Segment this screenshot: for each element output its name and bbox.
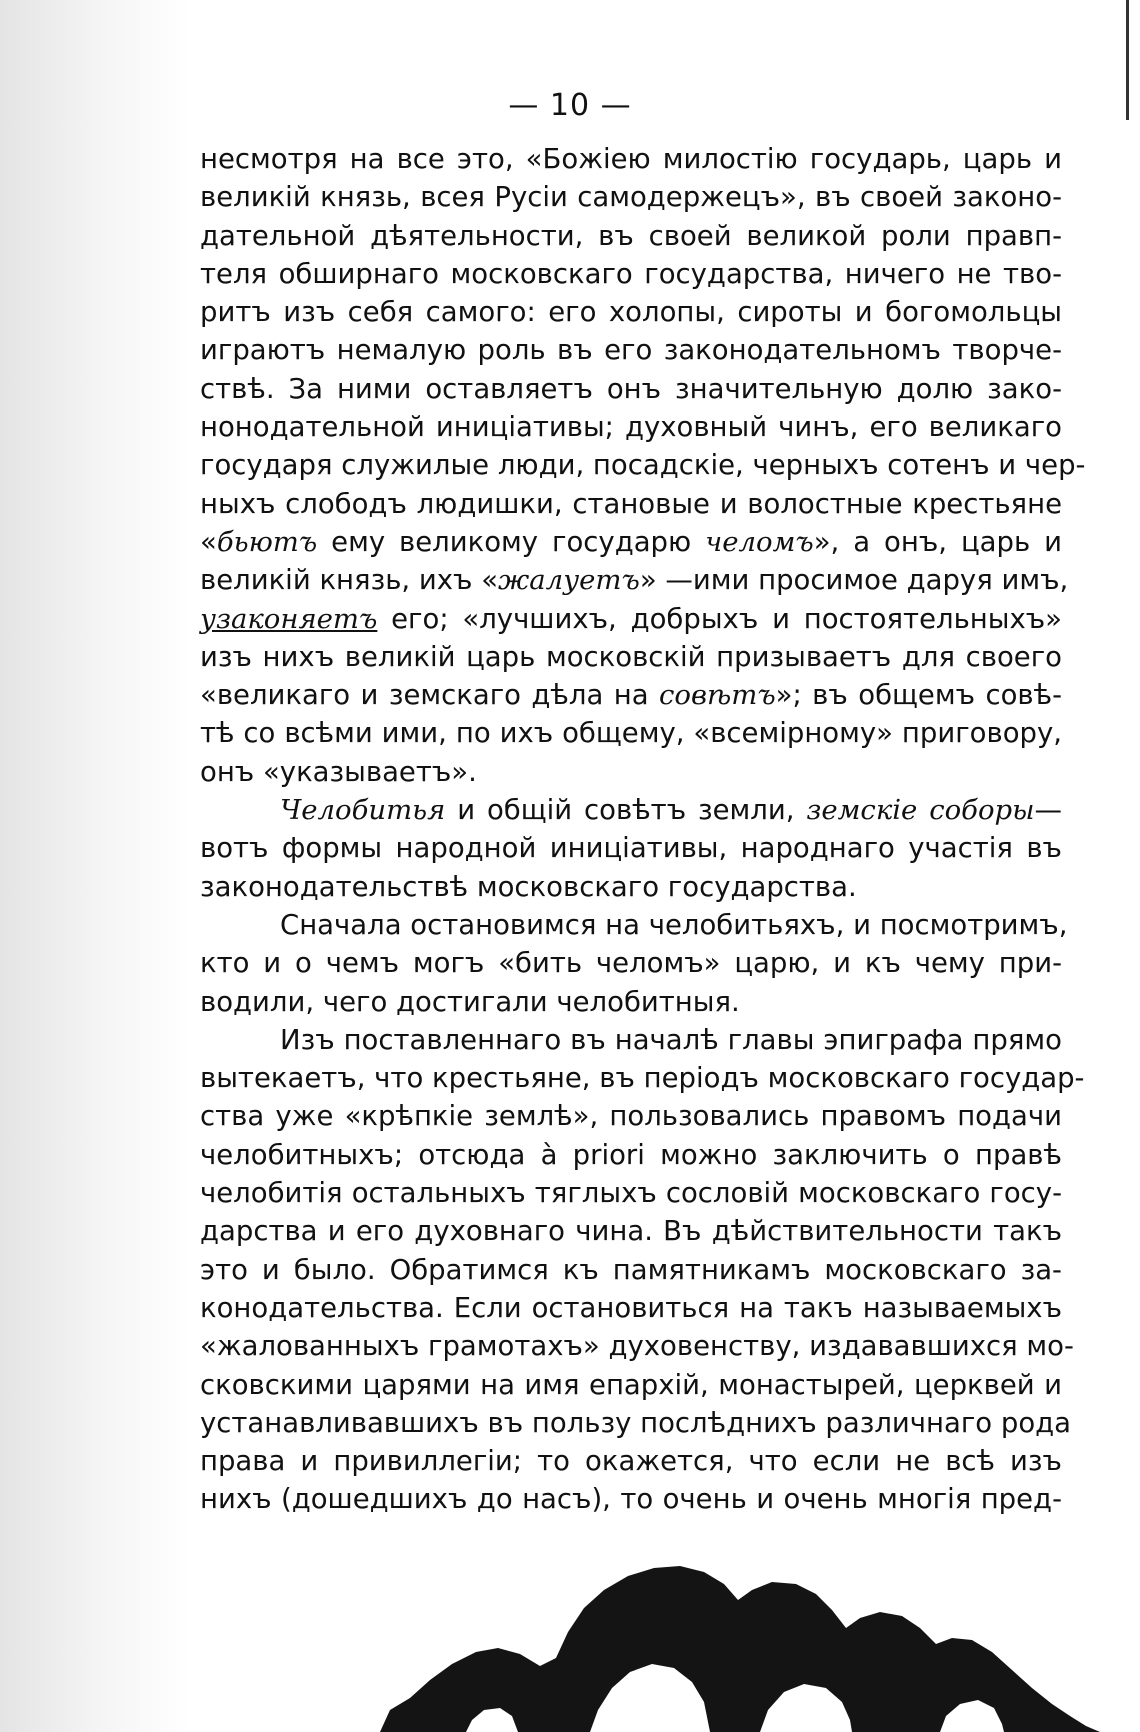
text-line: тѣ со всѣми ими, по ихъ общему, «всемірному» приговору, xyxy=(200,717,1062,750)
italic-term: Челобитья xyxy=(280,794,446,827)
text-line: вотъ формы народной иниціативы, народнаго участія въ xyxy=(200,832,1062,865)
italic-term: бьютъ xyxy=(216,525,318,558)
text-line: великій князь, всея Русіи самодержецъ», въ своей законо- xyxy=(200,181,1062,214)
text-line: кто и о чемъ могъ «бить челомъ» царю, и къ чему при- xyxy=(200,947,1062,980)
text-line: изъ нихъ великій царь московскій призываетъ для своего xyxy=(200,640,1062,673)
text-fragment: ему великому государю xyxy=(317,525,706,558)
page-number: — 10 — xyxy=(508,88,632,123)
text-fragment: великій князь, ихъ « xyxy=(200,564,499,597)
italic-underlined-term: узаконяетъ xyxy=(200,602,378,635)
text-line: теля обширнаго московскаго государства, ничего не тво- xyxy=(200,257,1062,290)
text-fragment: — xyxy=(1034,794,1062,827)
text-line: вытекаетъ, что крестьяне, въ періодъ московскаго государ- xyxy=(200,1062,1085,1095)
text-line xyxy=(200,676,1062,714)
text-line: сковскими царями на имя епархій, монастырей, церквей и xyxy=(200,1368,1062,1401)
text-line: дарства и его духовнаго чина. Въ дѣйствительности такъ xyxy=(200,1215,1062,1248)
paragraph-4 xyxy=(200,1021,1085,1519)
text-line: челобитныхъ; отсюда à priori можно заключить о правѣ xyxy=(200,1138,1062,1171)
text-line: Сначала остановимся на челобитьяхъ, и посмотримъ, xyxy=(280,908,1068,941)
text-fragment: » —ими просимое даруя имъ, xyxy=(639,564,1069,597)
text-line: водили, чего достигали челобитныя. xyxy=(200,985,740,1018)
italic-term: челомъ xyxy=(705,525,814,558)
text-line: челобитія остальныхъ тяглыхъ сословій московскаго госу- xyxy=(200,1177,1062,1210)
text-fragment: его; «лучшихъ, добрыхъ и постоятельныхъ» xyxy=(377,602,1062,635)
text-line: конодательства. Если остановиться на такъ называемыхъ xyxy=(200,1291,1062,1324)
text-line xyxy=(200,791,1062,829)
paragraph-1 xyxy=(200,140,1086,791)
paragraph-2 xyxy=(200,791,1062,906)
text-line: нонодательной иниціативы; духовный чинъ, его великаго xyxy=(200,411,1062,444)
text-line xyxy=(200,561,1069,599)
text-line: несмотря на все это, «Божіею милостію государь, царь и xyxy=(200,143,1062,175)
ink-blot-graphic xyxy=(380,1560,1100,1732)
text-line xyxy=(200,523,1062,561)
text-line: онъ «указываетъ». xyxy=(200,755,477,788)
text-fragment: « xyxy=(200,525,217,558)
paragraph-3 xyxy=(200,906,1068,1021)
text-line: права и привиллегіи; то окажется, что если не всѣ изъ xyxy=(200,1445,1062,1478)
text-fragment: и общій совѣтъ земли, xyxy=(445,794,807,827)
text-fragment: », а онъ, царь и xyxy=(813,525,1063,558)
italic-term: совѣтъ xyxy=(659,679,776,712)
text-line: устанавливавшихъ въ пользу послѣднихъ различнаго рода xyxy=(200,1406,1072,1439)
text-line: играютъ немалую роль въ его законодательномъ творче- xyxy=(200,334,1062,367)
text-line xyxy=(200,600,1062,638)
text-line: ства уже «крѣпкіе землѣ», пользовались правомъ подачи xyxy=(200,1100,1062,1133)
text-line: законодательствѣ московскаго государства. xyxy=(200,870,857,903)
scan-gutter-shadow xyxy=(0,0,190,1732)
text-line: ствѣ. За ними оставляетъ онъ значительную долю зако- xyxy=(200,372,1062,405)
text-line: государя служилые люди, посадскіе, черныхъ сотенъ и чер- xyxy=(200,449,1086,482)
text-line: дательной дѣятельности, въ своей великой роли правп- xyxy=(200,219,1062,252)
text-line: ритъ изъ себя самого: его холопы, сироты и богомольцы xyxy=(200,296,1062,329)
text-line: это и было. Обратимся къ памятникамъ московскаго за- xyxy=(200,1253,1062,1286)
text-fragment: «великаго и земскаго дѣла на xyxy=(200,679,660,712)
text-line: нихъ (дошедшихъ до насъ), то очень и очень многія пред- xyxy=(200,1483,1062,1516)
italic-term: земскіе соборы xyxy=(806,794,1035,827)
text-fragment: »; въ общемъ совѣ- xyxy=(775,679,1063,712)
text-line: «жалованныхъ грамотахъ» духовенству, издававшихся мо- xyxy=(200,1330,1074,1363)
italic-term: жалуетъ xyxy=(498,564,640,597)
text-line: ныхъ слободъ людишки, становые и волостные крестьяне xyxy=(200,487,1062,520)
text-line: Изъ поставленнаго въ началѣ главы эпиграфа прямо xyxy=(280,1023,1062,1056)
page-text xyxy=(200,140,1086,1519)
